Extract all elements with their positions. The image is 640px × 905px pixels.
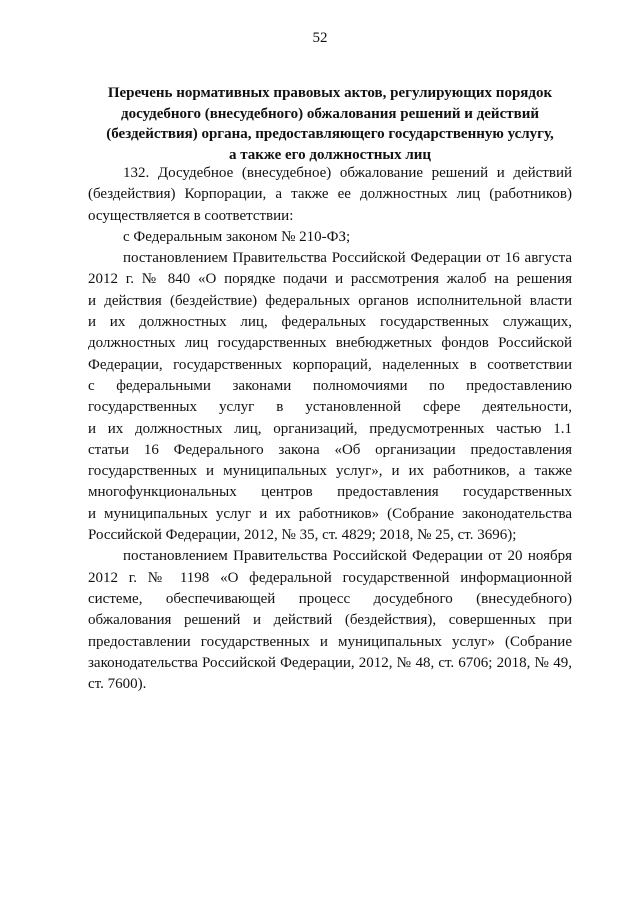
text-line: постановлением Правительства Российской Федерации от 16 августа <box>123 250 572 267</box>
text-line: обжалования решений и действий (бездействия), совершенных при <box>88 612 572 629</box>
paragraph-resolution-840 <box>88 248 572 546</box>
text-line: многофункциональных центров предоставления государственных <box>88 484 572 501</box>
title-line: а также его должностных лиц <box>228 146 432 163</box>
text-line: с федеральными законами полномочиями по предоставлению <box>88 377 572 394</box>
text-line: Федерации, государственных корпораций, наделенных в соответствии <box>88 356 572 373</box>
page-number: 52 <box>312 30 328 46</box>
text-line: и их должностных лиц, организаций, предусмотренных частью 1.1 <box>88 420 572 437</box>
text-line: Российской Федерации, 2012, № 35, ст. 4829; 2018, № 25, ст. 3696); <box>88 527 517 544</box>
text-line: предоставлении государственных и муниципальных услуг» (Собрание <box>88 633 572 650</box>
text-line: законодательства Российской Федерации, 2012, № 48, ст. 6706; 2018, № 49, <box>88 654 572 671</box>
paragraph-federal-law <box>88 227 572 248</box>
text-line: постановлением Правительства Российской Федерации от 20 ноября <box>123 548 572 565</box>
text-line: 132. Досудебное (внесудебное) обжалование решений и действий <box>123 165 572 181</box>
body-text <box>88 163 572 695</box>
text-line: с Федеральным законом № 210-ФЗ; <box>123 228 351 245</box>
text-line: и действия (бездействие) федеральных органов исполнительной власти <box>88 292 572 309</box>
title-line: (бездействия) органа, предоставляющего государственную услугу, <box>106 126 554 142</box>
title-line: Перечень нормативных правовых актов, регулирующих порядок <box>107 85 553 101</box>
text-line: 2012 г. № 1198 «О федеральной государственной информационной <box>88 569 572 586</box>
paragraph-resolution-1198 <box>88 546 572 695</box>
section-title <box>88 83 572 165</box>
text-line: государственных и муниципальных услуг», и их работников, а также <box>88 463 572 480</box>
title-line: досудебного (внесудебного) обжалования решений и действий <box>121 105 539 122</box>
text-line: и их должностных лиц, федеральных государственных служащих, <box>88 314 572 331</box>
text-line: системе, обеспечивающей процесс досудебного (внесудебного) <box>88 590 572 607</box>
text-line: осуществляется в соответствии: <box>88 207 294 224</box>
text-line: государственных услуг в установленной сфере деятельности, <box>88 399 572 416</box>
text-line: (бездействия) Корпорации, а также ее должностных лиц (работников) <box>88 186 572 203</box>
paragraph-132-intro <box>88 163 572 227</box>
text-line: ст. 7600). <box>88 676 147 693</box>
text-line: должностных лиц государственных внебюджетных фондов Российской <box>88 335 572 352</box>
text-line: статьи 16 Федерального закона «Об организации предоставления <box>88 441 572 458</box>
text-line: и муниципальных услуг и их работников» (Собрание законодательства <box>88 505 572 522</box>
text-line: 2012 г. № 840 «О порядке подачи и рассмотрения жалоб на решения <box>88 271 572 288</box>
